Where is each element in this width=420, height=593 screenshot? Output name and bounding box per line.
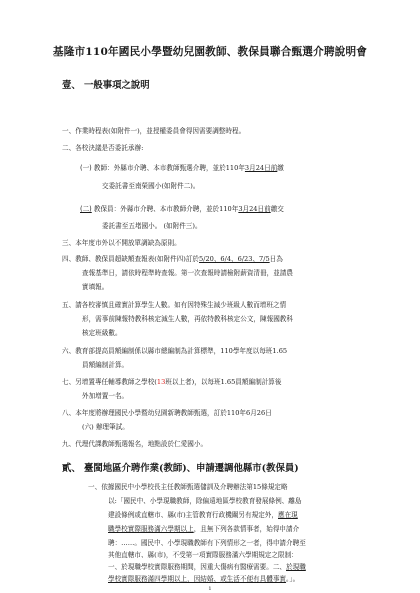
item-number: 五、 [62,301,76,309]
item-text: 繳 [277,164,284,172]
section-title: 一般事項之說明 [84,80,150,91]
underlined-text: 應在現 [278,511,298,519]
s2-line-4: 聘：……。國民中、小學現職教師有下列情形之一者，得申請介聘至 [108,539,306,547]
underlined-text: 職學校實際服務滿六學期以上 [108,525,194,533]
item-text: 建設條例或直轄市、縣(市)主管教育行政機關另有規定外， [108,511,278,519]
item-number: 三、 [62,239,76,247]
section-number: 貳、 [62,463,81,474]
item-number: 九、 [62,440,76,448]
item-number: 四、 [62,255,76,263]
item-text: 教育部提高員額編制係以縣市總編制為計算標準，110學年度以每班1.65 [75,347,288,355]
item-text: 本年度市外以不開放單調缺為原則。 [75,239,181,247]
item-1 [62,128,245,135]
underlined-text: 於現職 [286,563,306,571]
section-title: 臺閩地區介聘作業(教師)、申請遷調他縣市(教保員) [84,463,299,474]
item-2-sub-2-cont: 委託書至五堵國小。 (如附件三)。 [102,222,202,230]
item-number: 八、 [62,409,76,417]
item-text: ，且無下列各款情事者，始得申請介 [193,525,300,533]
item-5-cont-2: 核定班級數。 [82,329,122,337]
item-text: 教師：外縣市介聘、本市教師甄選介聘，並於110年 [93,164,245,172]
item-7 [62,379,281,386]
item-number: 六、 [62,347,76,355]
item-text: 繳交 [270,205,284,213]
item-2-sub-2 [80,206,284,213]
item-6 [62,348,287,355]
section-heading-2 [62,460,299,474]
item-text: 教保員：外縣市介聘、本市教師介聘，並於110年 [93,205,239,213]
report-dates: 5/20、6/4、6/23、7/5 [199,255,270,263]
item-8-cont: (六) 辦理筆試。 [82,423,129,431]
item-text: 。」。 [286,575,300,583]
page-number: 1 [208,586,212,592]
section-number: 壹、 [62,80,81,91]
item-text: 依據國民中小學校長主任教師甄選儲訓及介聘辦法第15條規定略 [101,483,288,491]
deadline-date: 3月24日前 [244,164,278,172]
item-4-cont-2: 實填報。 [82,283,109,291]
sub-marker: (二) [80,205,92,213]
page-title: 基隆市110年國民小學暨幼兒園教師、教保員聯合甄選介聘說明會 [52,46,368,58]
item-text: 班以上者)，以每班1.65員額編制計算後 [165,378,282,386]
item-number: 七、 [62,378,76,386]
s2-line-5: 其他直轄市、縣(市)，不受第一項實際服務滿六學期規定之限制： [108,551,298,559]
item-7-cont: 外加增置一名。 [82,392,129,400]
section-heading-1 [62,77,150,91]
item-4-cont-1: 查報基準日，請依時程準時查報。第一次查報時請檢附薪資清冊，並請農 [82,269,293,277]
item-9 [62,441,207,448]
item-2-sub-1-cont: 交委託書至南榮國小(如附件二)。 [102,182,200,190]
item-6-cont: 員額編制計算。 [82,361,129,369]
item-text: 教師、教保員超缺額查報表(如附件四)訂於 [75,255,200,263]
s2-line-7 [108,576,299,583]
item-2-sub-1 [80,165,284,172]
item-8 [62,410,272,417]
s2-line-2 [108,512,298,519]
item-text: 各校決議是否委託承辦: [75,144,144,152]
item-text: 另增置專任輔導教師之學校( [75,378,157,386]
item-5 [62,302,286,309]
item-text: 一、於現職學校實際服務期間，因重大傷病有醫療需要。二、 [108,563,287,571]
item-number: 一、 [88,483,102,491]
item-text: 本年度將辦理國民小學暨幼兒園新聘教師甄選，訂於110年6月26日 [75,409,272,417]
class-count-highlight: 13 [156,378,166,386]
sub-marker: (一) [80,164,92,172]
item-text: 請各校審慎且確實計算學生人數。如有因特殊生減少班級人數而增班之情 [75,301,287,309]
s2-line-6 [108,564,306,571]
item-5-cont-1: 形，需事前陳報特教科核定減生人數，再依特教科核定公文，陳報國教科 [82,315,293,323]
deadline-date: 3月24日前 [238,205,271,213]
item-number: 二、 [62,144,76,152]
s2-line-1: 以:「國民中、小學現職教師，除偏遠地區學校教育發展條例、離島 [108,497,302,505]
item-4 [62,256,283,263]
item-text: 代理代課教師甄選報名，地點設於仁愛國小。 [75,440,208,448]
item-text: 日為 [269,255,283,263]
item-3 [62,240,181,247]
underlined-text: 學校實際服務滿四學期以上，因結婚、或生活不便有具體事實 [108,575,287,583]
s2-line-3 [108,526,299,533]
s2-paragraph-1 [88,484,288,491]
item-text: 作業時程表(如附件一)，並授權委員會得因需要調整時程。 [75,127,246,135]
item-2 [62,145,143,152]
item-number: 一、 [62,127,76,135]
